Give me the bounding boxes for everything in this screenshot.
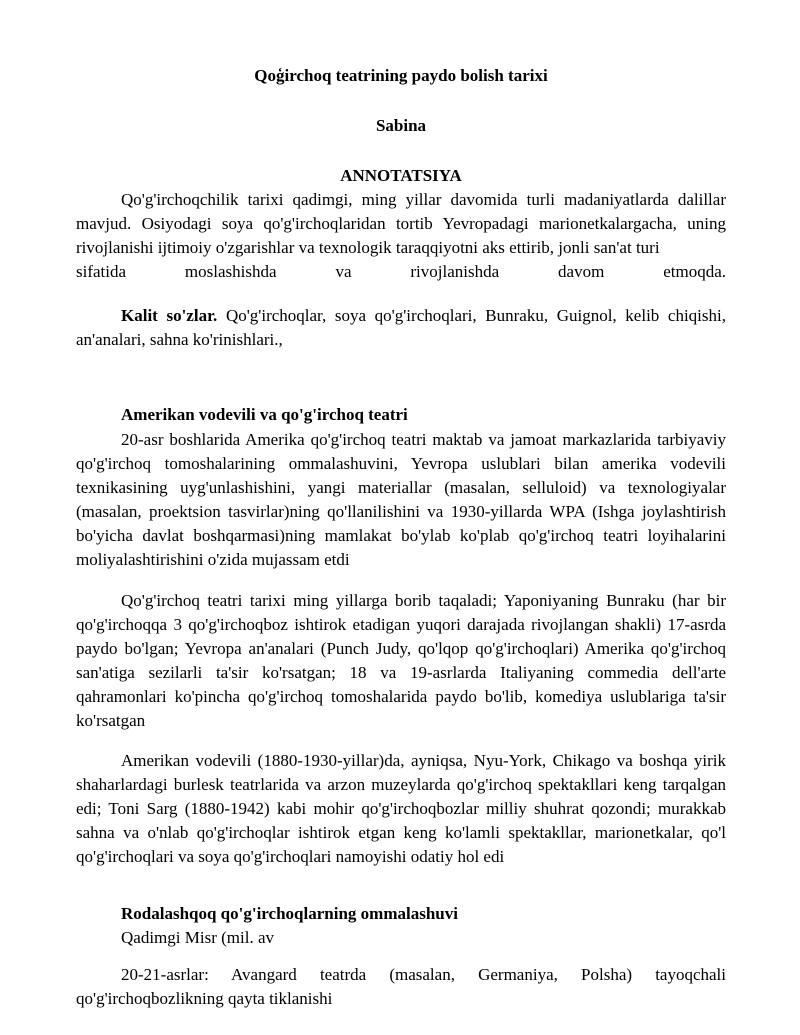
annotation-block xyxy=(76,188,726,284)
body-paragraph-2: Qo'g'irchoq teatri tarixi ming yillarga borib taqaladi; Yaponiyaning Bunraku (har bir qo'g'irchoqqa 3 qo'g'irchoqboz ishtirok etadigan yuqori darajada rivojlangan shakli) 17-asrda paydo bo'lgan; Yevropa an'analari (Punch Judy, qo'lqop qo'g'irchoqlari) Amerika qo'g'irchoq san'atiga sezilarli ta'sir ko'rsatgan; 18 va 19-asrlarda Italiyaning commedia dell'arte qahramonlari ko'pincha qo'g'irchoq tomoshalarida paydo bo'lib, komediya uslublariga ta'sir ko'rsatgan xyxy=(76,591,726,730)
section-heading-vaudeville: Amerikan vodevili va qo'g'irchoq teatri xyxy=(121,405,408,424)
body-paragraph-4: 20-21-asrlar: Avangard teatrda (masalan, Germaniya, Polsha) tayoqchali qo'g'irchoqbozlikning qayta tiklanishi xyxy=(76,965,726,1008)
body-paragraph-3: Amerikan vodevili (1880-1930-yillar)da, ayniqsa, Nyu-York, Chikago va boshqa yirik shaharlardagi burlesk teatrlarida va arzon muzeylarda qo'g'irchoq spektakllari keng tarqalgan edi; Toni Sarg (1880-1942) kabi mohir qo'g'irchoqbozlar milliy shuhrat qozondi; murakkab sahna va o'nlab qo'g'irchoqlar ishtirok etgan keng ko'lamli spektakllar, marionetkalar, qo'l qo'g'irchoqlari va soya qo'g'irchoqlari namoyishi odatiy hol edi xyxy=(76,751,726,866)
keywords-label: Kalit so'zlar. xyxy=(121,306,218,325)
section-line-ancient-egypt: Qadimgi Misr (mil. av xyxy=(121,928,274,947)
section-heading-rod-puppets: Rodalashqoq qo'g'irchoqlarning ommalashuvi xyxy=(121,904,458,923)
annotation-paragraph-tail: sifatida moslashishda va rivojlanishda davom etmoqda. xyxy=(76,262,726,281)
annotation-paragraph: Qo'g'irchoqchilik tarixi qadimgi, ming yillar davomida turli madaniyatlarda dalillar mavjud. Osiyodagi soya qo'g'irchoqlaridan tortib Yevropadagi marionetkalargacha, uning rivojlanishi ijtimoiy o'zgarishlar va texnologik taraqqiyotni aks ettirib, jonli san'at turi xyxy=(76,190,726,257)
author-name: Sabina xyxy=(375,116,427,135)
document-title: Qoģirchoq teatrining paydo bolish tarixi xyxy=(254,66,548,85)
keywords-text: Qo'g'irchoqlar, soya qo'g'irchoqlari, Bunraku, Guignol, kelib chiqishi, an'analari, sahna ko'rinishlari., xyxy=(76,306,726,349)
keywords-paragraph xyxy=(76,304,726,352)
annotation-heading: ANNOTATSIYA xyxy=(340,166,462,185)
body-paragraph-1: 20-asr boshlarida Amerika qo'g'irchoq teatri maktab va jamoat markazlarida tarbiyaviy qo'g'irchoq tomoshalarining ommalashuvini, Yevropa uslublari bilan amerika vodevili texnikasining uyg'unlashishini, yangi materiallar (masalan, selluloid) va texnologiyalar (masalan, proektsion tasvirlar)ning qo'llanilishini va 1930-yillarda WPA (Ishga joylashtirish bo'yicha davlat boshqarmasi)ning mamlakat bo'ylab ko'plab qo'g'irchoq teatri loyihalarini moliyalashtirishini o'zida mujassam etdi xyxy=(76,430,726,569)
